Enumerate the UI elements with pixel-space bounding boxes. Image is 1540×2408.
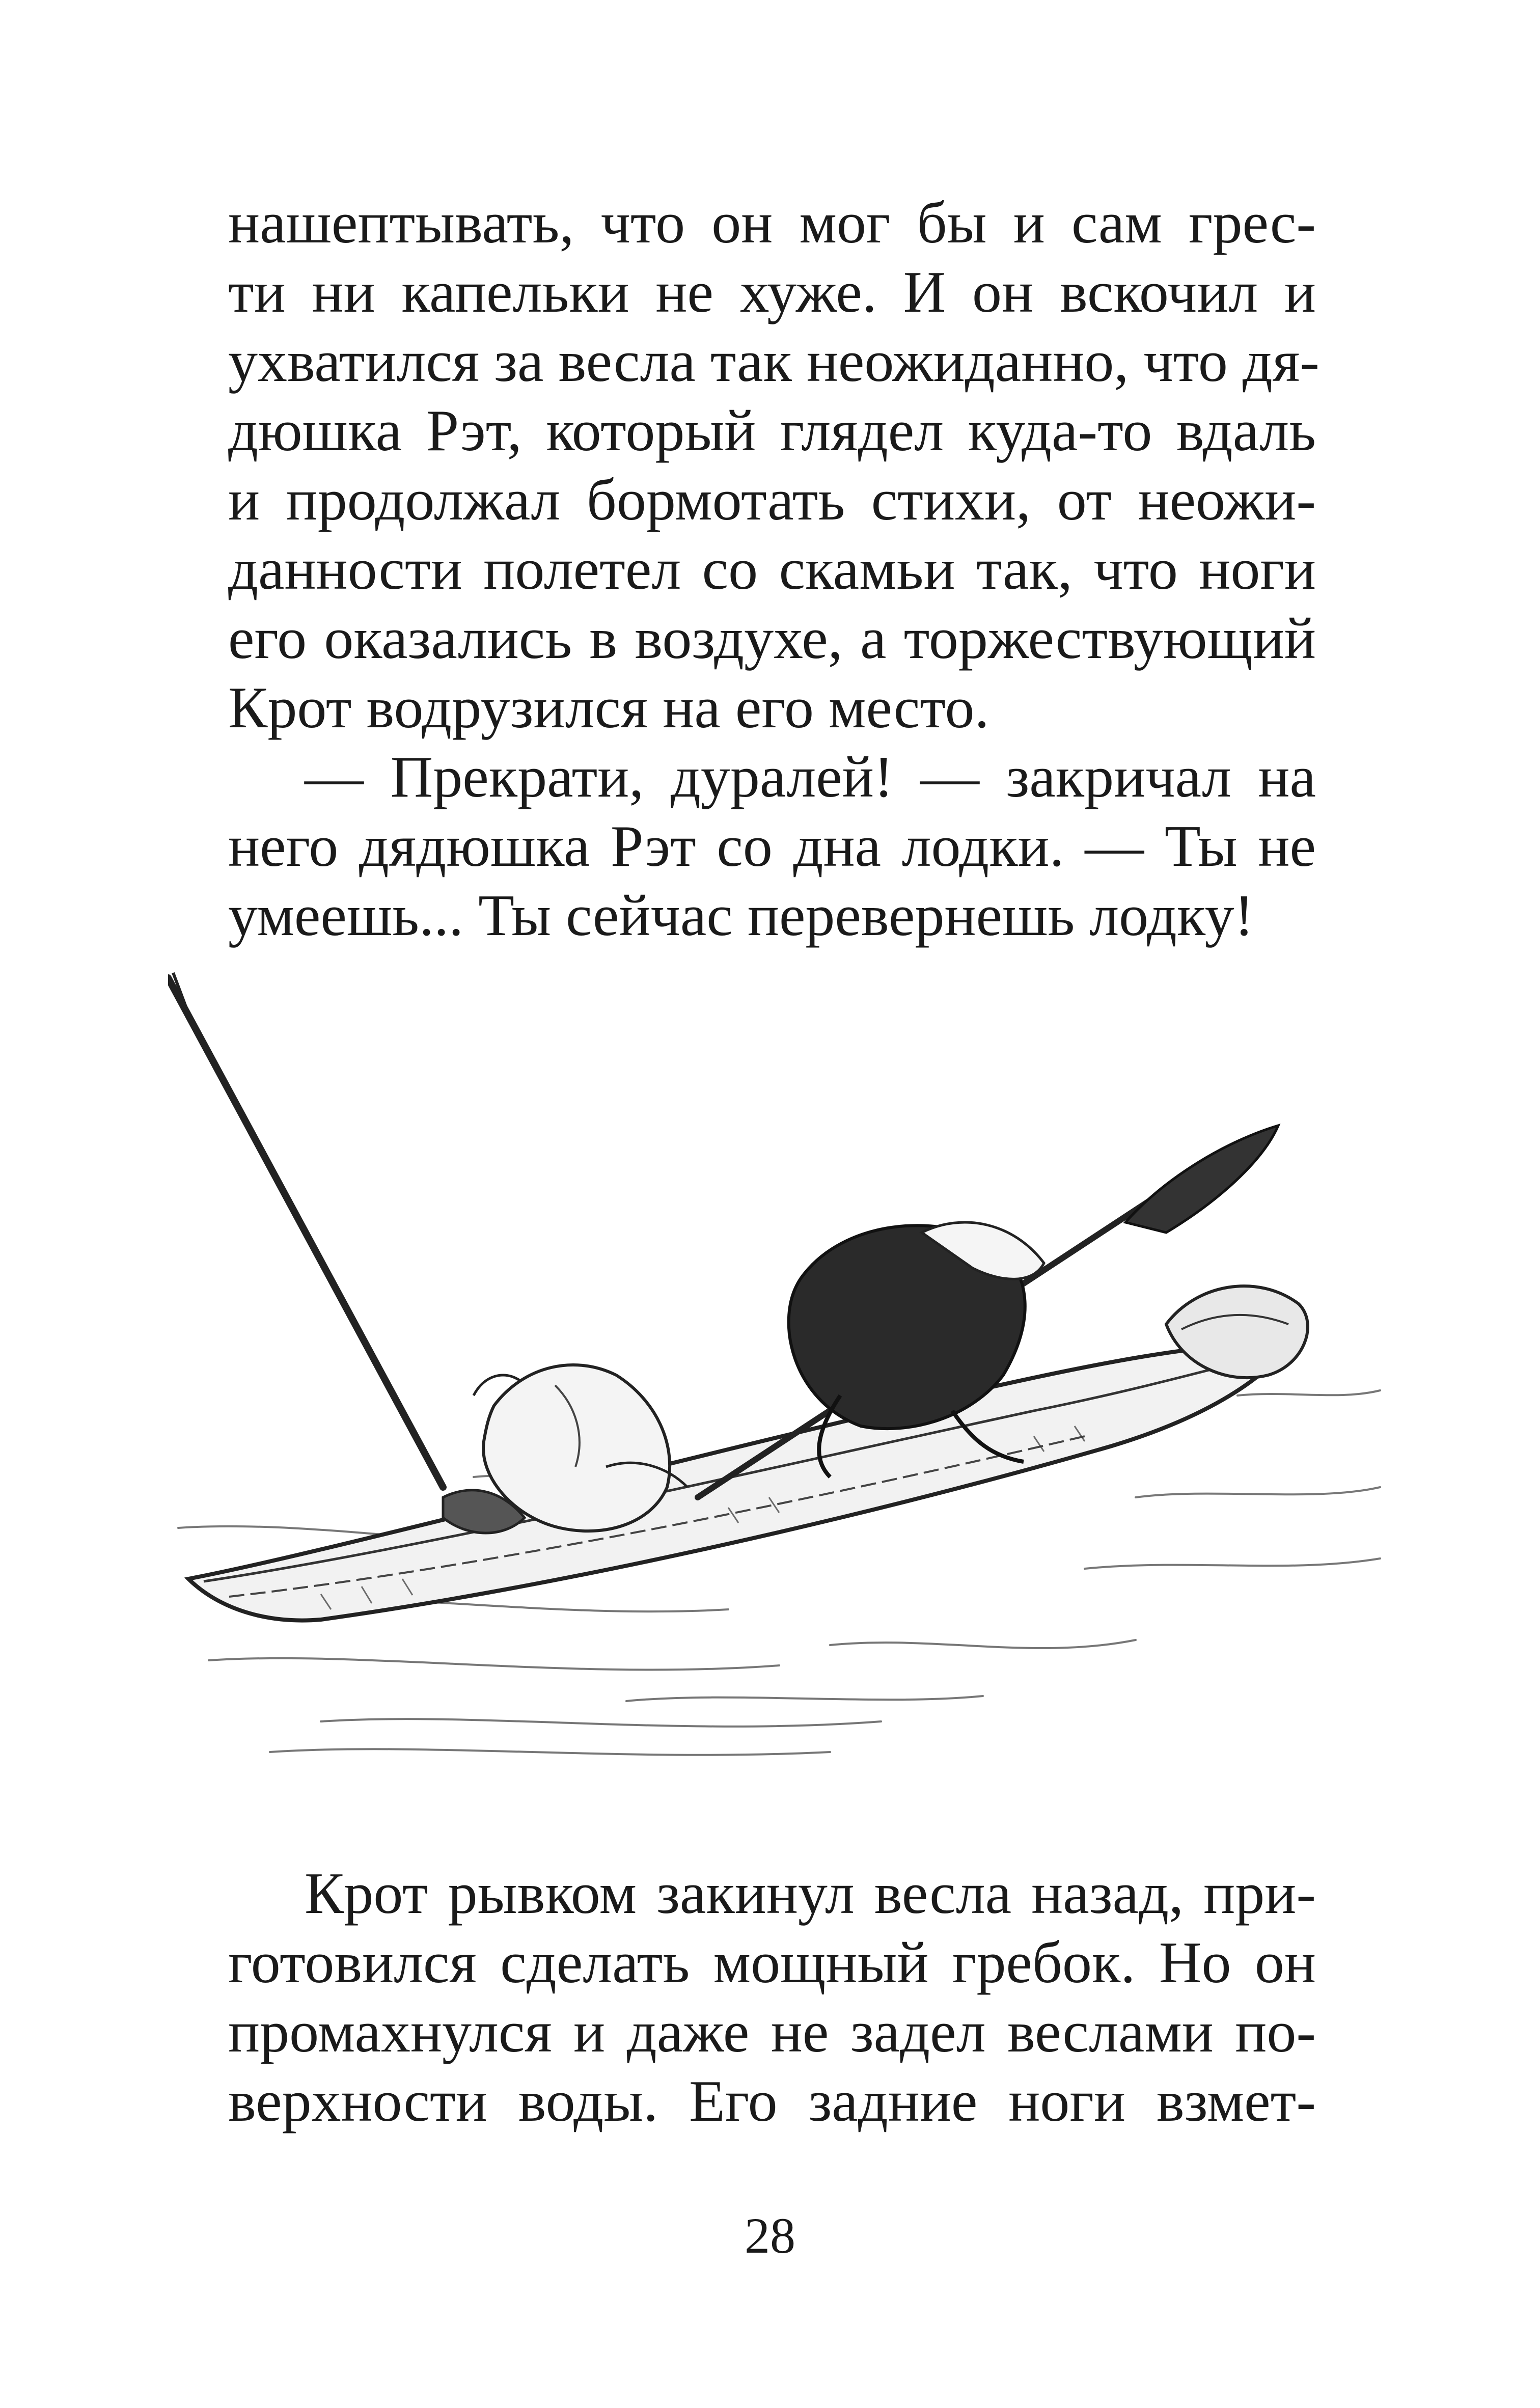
text-line: Крот водрузился на его место. [228, 675, 989, 741]
dialogue-line: — Прекрати, дуралей! — закричал на [305, 745, 1316, 810]
text-line: верхности воды. Его задние ноги взмет- [228, 2069, 1316, 2134]
text-line: и продолжал бормотать стихи, от неожи- [228, 468, 1316, 533]
text-line: нашептывать, что он мог бы и сам грес- [228, 190, 1316, 256]
text-line: дюшка Рэт, который глядел куда-то вдаль [228, 398, 1316, 463]
text-line: Крот рывком закинул весла назад, при- [305, 1861, 1316, 1926]
text-block-bottom [228, 1859, 1316, 2136]
oar-left [168, 973, 443, 1487]
text-line: данности полетел со скамьи так, что ноги [228, 537, 1316, 602]
text-block-top [228, 188, 1319, 950]
dialogue-line: него дядюшка Рэт со дна лодки. — Ты не [228, 814, 1316, 879]
text-line: промахнулся и даже не задел веслами по- [228, 2000, 1316, 2065]
page-number: 28 [745, 2207, 795, 2264]
text-line: готовился сделать мощный гребок. Но он [228, 1930, 1316, 1995]
boat-illustration [168, 957, 1390, 1783]
text-line: ухватился за весла так неожиданно, что дя- [228, 329, 1319, 394]
dialogue-line: умеешь... Ты сейчас перевернешь лодку! [228, 883, 1254, 948]
rat-figure [443, 1365, 688, 1533]
text-line: его оказались в воздухе, а торжествующий [228, 606, 1316, 671]
boat-hull [188, 1344, 1288, 1621]
text-line: ти ни капельки не хуже. И он вскочил и [228, 260, 1316, 325]
